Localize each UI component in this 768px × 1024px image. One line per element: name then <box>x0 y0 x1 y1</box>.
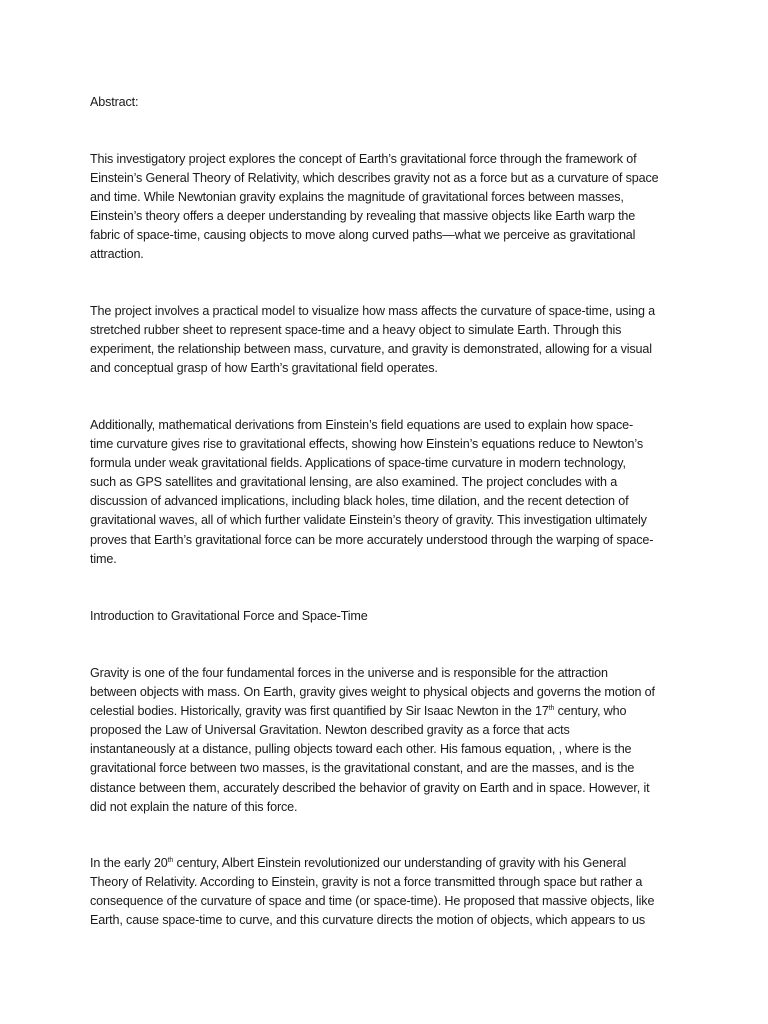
superscript: th <box>548 705 555 713</box>
abstract-heading: Abstract: <box>90 95 139 109</box>
text-line: time curvature gives rise to gravitational effects, showing how Einstein’s equations reduce to Newton’s <box>90 437 643 452</box>
text-line: This investigatory project explores the concept of Earth’s gravitational force through the framework of <box>90 152 637 166</box>
intro-paragraph-1 <box>90 664 686 817</box>
text-line: proposed the Law of Universal Gravitation. Newton described gravity as a force that acts <box>90 723 570 738</box>
text-line: between objects with mass. On Earth, gravity gives weight to physical objects and governs the motion of <box>90 685 655 700</box>
text-line: attraction. <box>90 247 144 262</box>
text-line: gravitational force between two masses, is the gravitational constant, and are the masses, and is the <box>90 761 635 776</box>
text-line: fabric of space-time, causing objects to move along curved paths—what we perceive as gravitational <box>90 228 636 243</box>
text-line: time. <box>90 551 117 566</box>
intro-paragraph-2 <box>90 854 686 930</box>
text-line: Earth, cause space-time to curve, and this curvature directs the motion of objects, which appears to us <box>90 913 646 928</box>
abstract-paragraph-3 <box>90 416 686 569</box>
text-line: gravitational waves, all of which further validate Einstein’s theory of gravity. This investigation ultimately <box>90 513 647 528</box>
text-line: In the early 20th century, Albert Einstein revolutionized our understanding of gravity with his General <box>90 856 627 870</box>
text-line: distance between them, accurately described the behavior of gravity on Earth and in space. However, it <box>90 780 650 795</box>
text-line: Additionally, mathematical derivations from Einstein’s field equations are used to explain how space- <box>90 418 634 432</box>
text-line: discussion of advanced implications, including black holes, time dilation, and the recent detection of <box>90 494 629 509</box>
intro-heading: Introduction to Gravitational Force and Space-Time <box>90 609 368 623</box>
text-line: celestial bodies. Historically, gravity was first quantified by Sir Isaac Newton in the 17th century, who <box>90 704 627 719</box>
text-line: The project involves a practical model to visualize how mass affects the curvature of space-time, using a <box>90 304 656 318</box>
text-line: proves that Earth’s gravitational force can be more accurately understood through the warping of space- <box>90 532 654 547</box>
text-line: formula under weak gravitational fields. Applications of space-time curvature in modern technology, <box>90 456 626 471</box>
text-line: and conceptual grasp of how Earth’s gravitational field operates. <box>90 361 438 376</box>
text-line: Einstein’s General Theory of Relativity, which describes gravity not as a force but as a curvature of space <box>90 171 659 186</box>
text-line: experiment, the relationship between mass, curvature, and gravity is demonstrated, allowing for a visual <box>90 342 652 357</box>
text-line: Einstein’s theory offers a deeper understanding by revealing that massive objects like Earth warp the <box>90 209 636 224</box>
text-line: consequence of the curvature of space and time (or space-time). He proposed that massive objects, like <box>90 894 655 909</box>
abstract-paragraph-1 <box>90 150 686 265</box>
text-line: Theory of Relativity. According to Einstein, gravity is not a force transmitted through space but rather a <box>90 875 643 890</box>
text-line: such as GPS satellites and gravitational lensing, are also examined. The project concludes with a <box>90 475 618 490</box>
text-line: stretched rubber sheet to represent space-time and a heavy object to simulate Earth. Through this <box>90 323 622 338</box>
text-line: Gravity is one of the four fundamental forces in the universe and is responsible for the attraction <box>90 666 608 680</box>
superscript: th <box>167 857 174 864</box>
abstract-paragraph-2 <box>90 302 686 378</box>
text-line: did not explain the nature of this force. <box>90 799 298 814</box>
text-line: and time. While Newtonian gravity explains the magnitude of gravitational forces between masses, <box>90 190 624 205</box>
text-line: instantaneously at a distance, pulling objects toward each other. His famous equation, , where is the <box>90 742 632 757</box>
